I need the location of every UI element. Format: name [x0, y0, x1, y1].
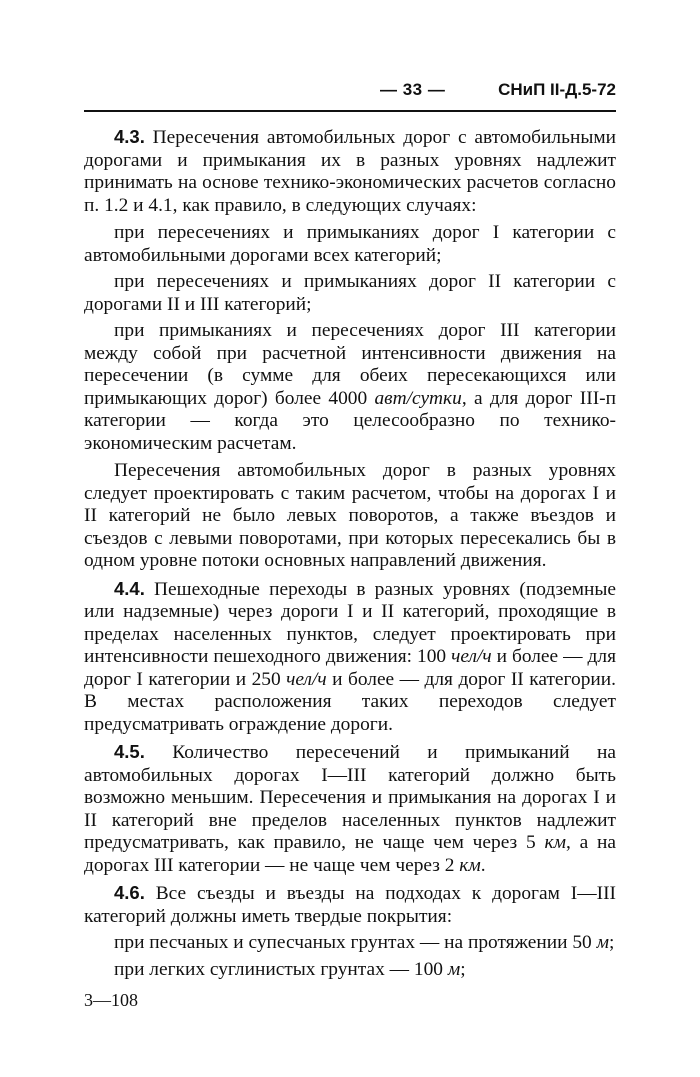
paragraph-text: при песчаных и супесчаных грунтах — на протяжении 50: [114, 932, 597, 953]
paragraph-text: и более — для дорог II категории. В местах расположения таких переходов следует предусматривать ограждение дороги.: [84, 668, 616, 735]
list-item-sandy-soils: [84, 932, 616, 955]
paragraph-text: при примыканиях и пересечениях дорог III категории между собой при расчетной интенсивности движения на пересечении (в сумме для обеих пересекающихся или примыкающих дорог) более 4000: [84, 320, 616, 409]
unit-text: км: [459, 854, 481, 876]
paragraph-text: , а для дорог III-п категории — когда это целесообразно по технико-экономическим расчетам.: [84, 387, 617, 454]
list-item-category-1: [84, 222, 616, 267]
paragraph-4-4: [84, 578, 616, 737]
list-item-category-3: [84, 320, 616, 455]
paragraph-text: при пересечениях и примыканиях дорог I категории с автомобильными дорогами всех категорий;: [84, 222, 616, 266]
unit-text: м: [447, 958, 461, 980]
page-number: — 33 —: [380, 80, 446, 99]
unit-text: авт/сутки: [374, 387, 462, 409]
paragraph-text: при пересечениях и примыканиях дорог II категории с дорогами II и III категорий;: [84, 271, 616, 315]
unit-text: м: [596, 932, 609, 953]
paragraph-text: Пешеходные переходы в разных уровнях (подземные или надземные) через дороги I и II категорий, проходящие в пределах населенных пунктов, следует проектировать при интенсивности пешеходного движения: 100: [84, 578, 616, 667]
paragraph-4-6: [84, 882, 616, 928]
clause-number: 4.3.: [114, 126, 145, 147]
unit-text: км: [544, 832, 566, 853]
paragraph-4-5: [84, 741, 616, 877]
paragraph-4-3: [84, 126, 616, 217]
unit-text: чел/ч: [451, 646, 492, 667]
paragraph-text: Количество пересечений и примыканий на автомобильных дорогах I—III категорий должно быть возможно меньшим. Пересечения и примыкания на дорогах I и II категорий вне пределов населенных пунктов надлежит предусматривать, как правило, не чаще чем через 5: [84, 742, 616, 853]
paragraph-left-turns: [84, 460, 616, 573]
document-body: [84, 126, 616, 985]
paragraph-text: ;: [460, 958, 466, 980]
paragraph-text: Пересечения автомобильных дорог с автомобильными дорогами и примыкания их в разных уровнях надлежит принимать на основе технико-экономических расчетов согласно п. 1.2 и 4.1, как правило, в следующих случаях:: [84, 127, 616, 216]
clause-number: 4.5.: [114, 741, 145, 762]
document-code: СНиП II-Д.5-72: [498, 80, 616, 99]
paragraph-text: и более — для дорог I категории и 250: [84, 646, 616, 690]
paragraph-text: , а на дорогах III категории — не чаще чем через 2: [84, 832, 616, 876]
clause-number: 4.6.: [114, 882, 145, 903]
page-header: [84, 80, 616, 106]
paragraph-text: .: [480, 854, 486, 876]
sheet-signature: 3—108: [84, 990, 138, 1010]
paragraph-text: ;: [608, 932, 615, 953]
list-item-loamy-soils: [84, 959, 616, 982]
list-item-category-2: [84, 271, 616, 316]
header-rule: [84, 110, 616, 112]
paragraph-text: Все съезды и въезды на подходах к дорогам I—III категорий должны иметь твердые покрытия:: [84, 883, 616, 927]
paragraph-text: Пересечения автомобильных дорог в разных уровнях следует проектировать с таким расчетом, чтобы на дорогах I и II категорий не было левых поворотов, а также въездов и съездов с левыми поворотами, при которых пересекались бы в одном уровне потоки основных направлений движения.: [84, 460, 616, 571]
paragraph-text: при легких суглинистых грунтах — 100: [114, 958, 448, 980]
clause-number: 4.4.: [114, 577, 145, 599]
unit-text: чел/ч: [286, 668, 327, 690]
